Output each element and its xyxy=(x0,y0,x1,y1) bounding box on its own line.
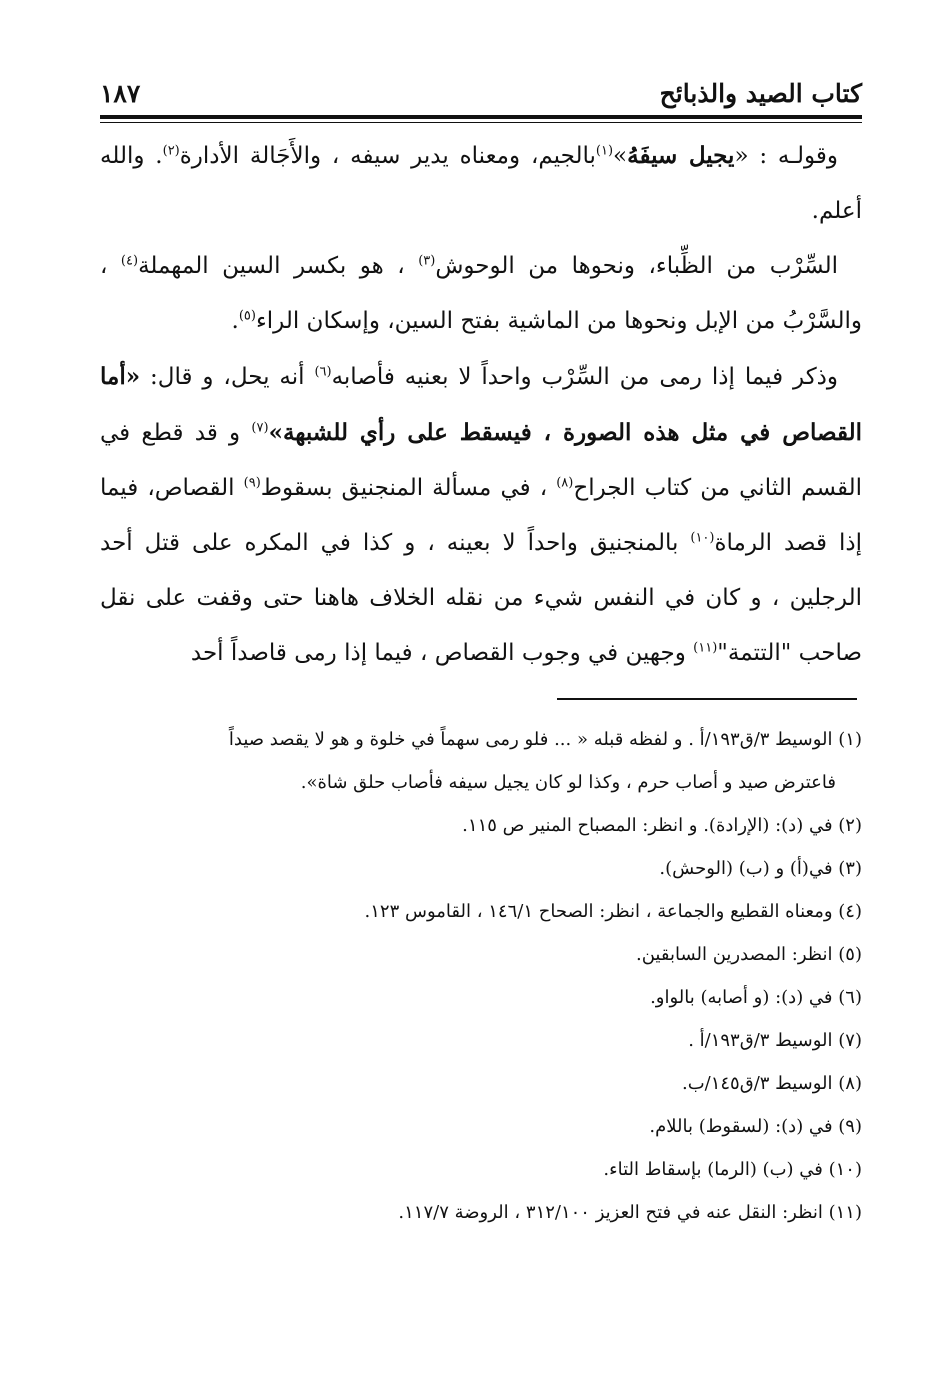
footnote-1: (١) الوسيط ٣/ق١٩٣/أ . و لفظه قبله « ... فلو رمى سهماً في خلوة و هو لا يقصد صيداً xyxy=(228,729,862,750)
footnote-11: (١١) انظر: النقل عنه في فتح العزيز ٣١٢/١٠٠ ، الروضة ١١٧/٧. xyxy=(398,1202,862,1223)
p3-bold-quote: «أما القصاص في مثل هذه الصورة ، فيسقط على رأي للشبهة» xyxy=(100,363,863,446)
footnote-ref-9: (٩) xyxy=(243,475,261,491)
paragraph-3 xyxy=(100,349,862,681)
footnote-ref-4: (٤) xyxy=(120,253,139,269)
running-header xyxy=(100,74,862,114)
footnote-separator xyxy=(557,698,857,700)
footnote-ref-3: (٣) xyxy=(418,253,436,269)
p2-text-c: ، والسَّرْبُ من الإبل ونحوها من الماشية بفتح السين، وإسكان الراء xyxy=(100,253,862,334)
p1-bold-quote: يجيل سيفَهُ xyxy=(627,142,735,169)
paragraph-1 xyxy=(100,128,862,239)
footnote-ref-5: (٥) xyxy=(238,308,256,324)
p1-text-b: » xyxy=(613,143,628,169)
footnote-ref-8: (٨) xyxy=(556,475,574,491)
footnote-ref-11: (١١) xyxy=(693,640,718,656)
p3-text-f: بالمنجنيق واحداً لا بعينه ، و كذا في المكره على قتل أحد الرجلين ، و كان في النفس شيء من نقله الخلاف هاهنا حتى وقفت على نقل صاحب "التتمة" xyxy=(100,530,862,666)
page-number: ١٨٧ xyxy=(100,79,141,108)
p1-text-d: . والله أعلم. xyxy=(100,143,862,224)
footnote-ref-10: (١٠) xyxy=(690,530,715,546)
main-text xyxy=(100,128,862,681)
header-rule-thick xyxy=(100,115,862,119)
footnote-2: (٢) في (د): (الإرادة). و انظر: المصباح المنير ص ١١٥. xyxy=(462,815,862,836)
footnote-9: (٩) في (د): (لسقوط) باللام. xyxy=(649,1116,862,1137)
p3-text-g: وجهين في وجوب القصاص ، فيما إذا رمى قاصداً أحد xyxy=(190,640,694,666)
footnote-6: (٦) في (د): (و أصابه) بالواو. xyxy=(650,987,862,1008)
footnote-ref-7: (٧) xyxy=(251,420,269,436)
footnote-ref-2: (٢) xyxy=(162,143,180,159)
footnote-3: (٣) في(أ) و (ب) (الوحش). xyxy=(659,858,862,879)
footnote-1-continued: فاعترض صيد و أصاب حرم ، وكذا لو كان يجيل سيفه فأصاب حلق شاة». xyxy=(300,772,836,793)
footnote-8: (٨) الوسيط ٣/ق١٤٥/ب. xyxy=(681,1073,862,1094)
footnote-10: (١٠) في (ب) (الرما) بإسقاط التاء. xyxy=(603,1159,862,1180)
p2-text-d: . xyxy=(231,308,239,334)
chapter-title: كتاب الصيد والذبائح xyxy=(659,79,862,108)
paragraph-2 xyxy=(100,239,862,349)
footnote-ref-6: (٦) xyxy=(314,364,332,380)
p1-text-c: بالجيم، ومعناه يدير سيفه ، والأَجَالة الأدارة xyxy=(179,143,596,169)
p3-text-d: ، في مسألة المنجنيق بسقوط xyxy=(260,475,557,501)
header-rule-thin xyxy=(100,122,862,123)
footnote-7: (٧) الوسيط ٣/ق١٩٣/أ . xyxy=(688,1030,862,1051)
footnotes xyxy=(100,718,862,1234)
footnote-5: (٥) انظر: المصدرين السابقين. xyxy=(635,944,862,965)
p1-text-a: وقولـه : « xyxy=(734,143,838,169)
footnote-4: (٤) ومعناه القطيع والجماعة ، انظر: الصحاح ١٤٦/١ ، القاموس ١٢٣. xyxy=(364,901,862,922)
p3-text-b: أنه يحل، و قال: xyxy=(140,364,315,390)
p3-text-e: القصاص، فيما إذا قصد الرماة xyxy=(100,475,863,556)
footnote-ref-1: (١) xyxy=(595,143,614,159)
p3-text-c: و قد قطع في القسم الثاني من كتاب الجراح xyxy=(100,420,862,501)
p2-text-a: السِّرْب من الظِّباء، ونحوها من الوحوش xyxy=(435,253,838,279)
p2-text-b: ، هو بكسر السين المهملة xyxy=(138,253,419,279)
p3-text-a: وذكر فيما إذا رمى من السِّرْب واحداً لا بعنيه فأصابه xyxy=(331,364,838,390)
